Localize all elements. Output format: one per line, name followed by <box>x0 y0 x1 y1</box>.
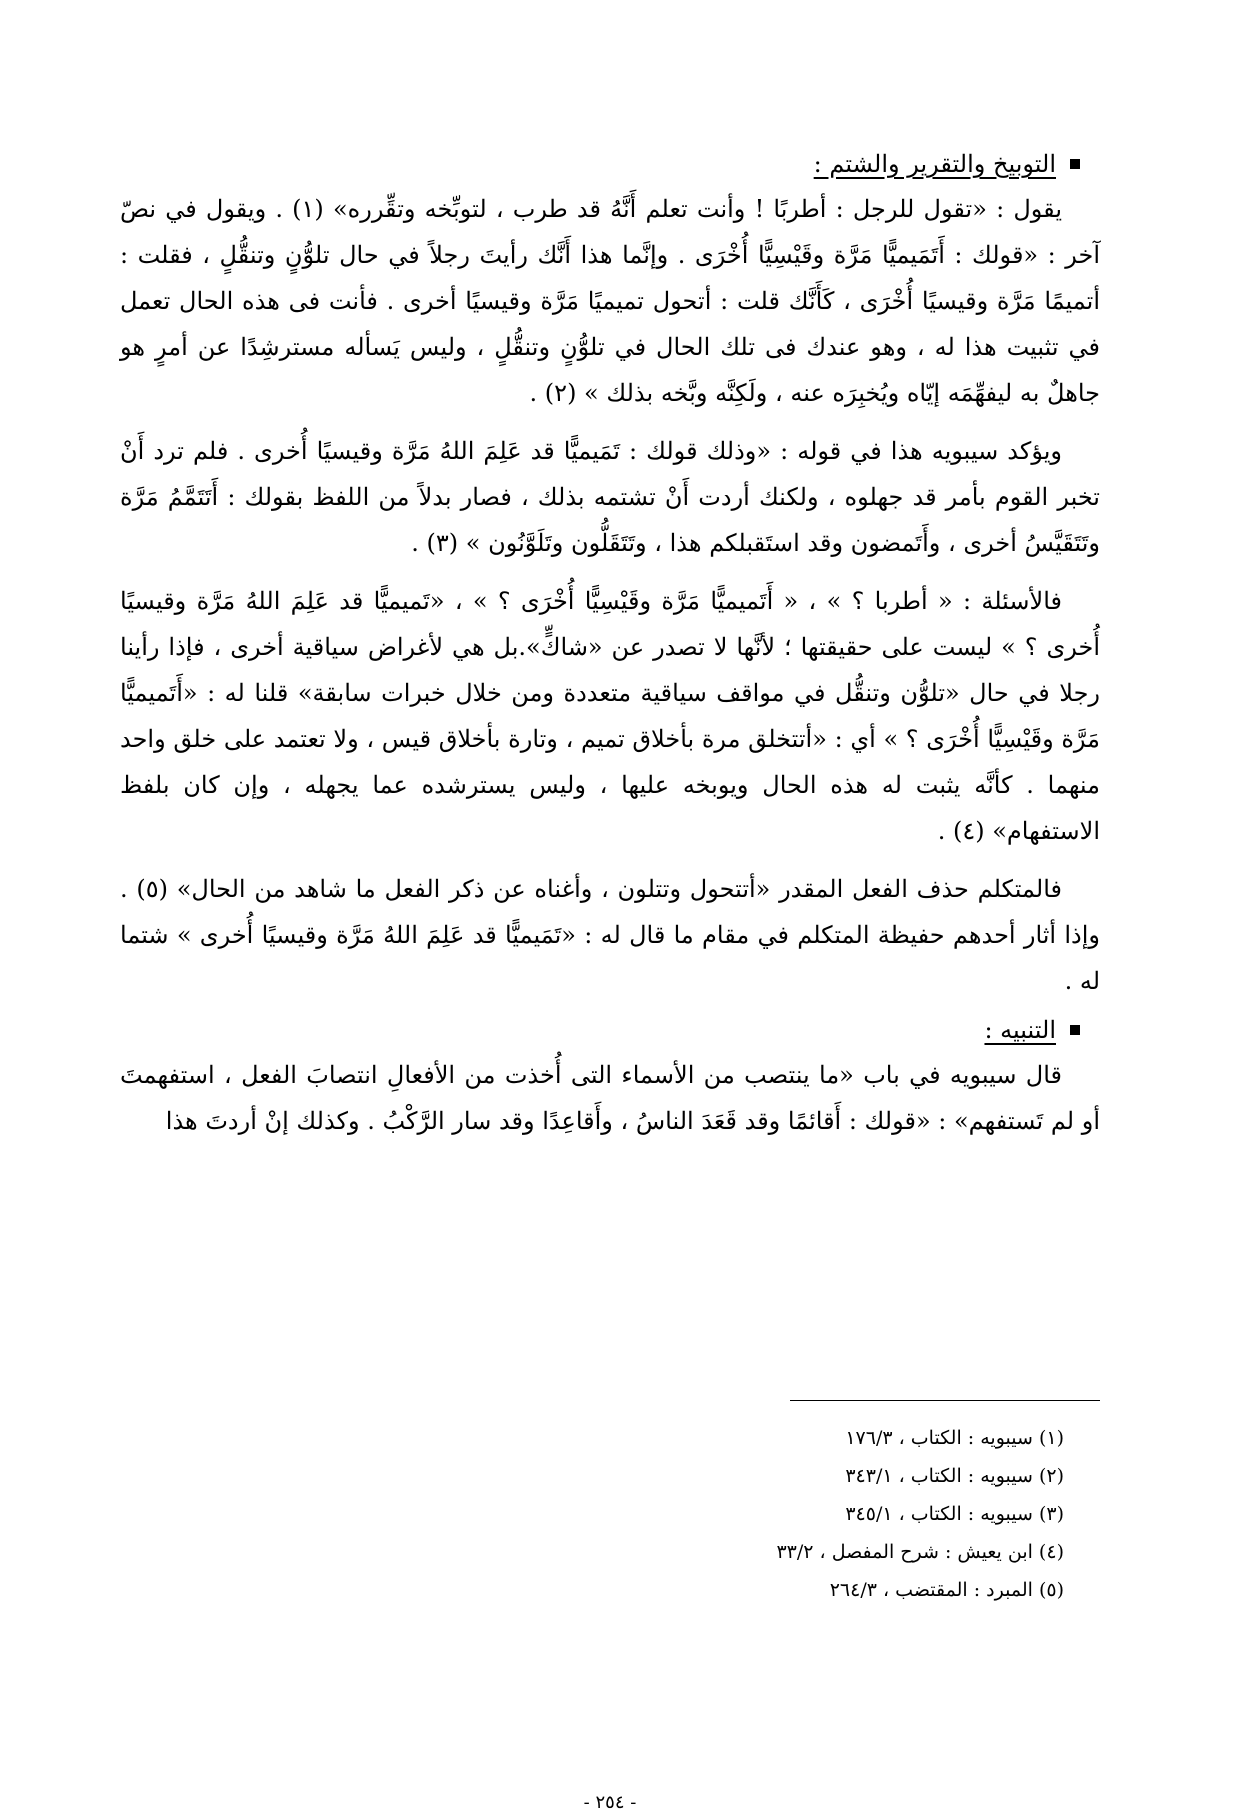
heading-text: التنبيه : <box>984 1016 1056 1044</box>
footnote-divider <box>790 1400 1100 1401</box>
paragraph: فالأسئلة : « أطربا ؟ » ، « أَتَميميًّا مَرَّة وقَيْسِيًّا أُخْرَى ؟ » ، «تَميميًّا قد عَلِمَ اللهُ مَرَّة وقيسيًا أُخرى ؟ » ليست على حقيقتها ؛ لأنَّها لا تصدر عن «شاكٍّ».بل هي لأغراض سياقية أخرى ، فإذا رأينا رجلا في حال «تلوُّن وتنقُّل في مواقف سياقية متعددة ومن خلال خبرات سابقة» قلنا له : «أَتَميميًّا مَرَّة وقَيْسِيًّا أُخْرَى ؟ » أي : «أتتخلق مرة بأخلاق تميم ، وتارة بأخلاق قيس ، ولا تعتمد على خلق واحد منهما . كأنَّه يثبت له هذه الحال ويوبخه عليها ، وليس يسترشده عما يجهله ، وإن كان بلفظ الاستفهام» (٤) . <box>120 587 1100 845</box>
footnote-item: (١) سيبويه : الكتاب ، ١٧٦/٣ <box>845 1427 1064 1449</box>
page-number: - ٢٥٤ - <box>583 1792 637 1813</box>
paragraph: يقول : «تقول للرجل : أطربًا ! وأنت تعلم أَنَّهُ قد طرب ، لتوبِّخه وتقِّرره» (١) . ويقول في نصّ آخر : «قولك : أَتَمَيميًّا مَرَّة وقَيْسِيًّا أُخْرَى . وإنَّما هذا أَنَّك رأيتَ رجلاً في حال تلوُّنٍ وتنقُّلٍ ، فقلت : أتميمًا مَرَّة وقيسيًا أُخْرَى ، كَأَنَّك قلت : أتحول تميميًا مَرَّة وقيسيًا أخرى . فأنت فى هذه الحال تعمل في تثبيت هذا له ، وهو عندك فى تلك الحال في تلوُّنٍ وتنقُّلٍ ، وليس يَسأله مسترشِدًا عن أمرٍ هو جاهلٌ به ليفهِّمَه إيّاه ويُخبِرَه عنه ، ولَكِنَّه وبَّخه بذلك » (٢) . <box>120 195 1100 407</box>
document-page <box>120 150 1100 1813</box>
paragraph: فالمتكلم حذف الفعل المقدر «أتتحول وتتلون ، وأغناه عن ذكر الفعل ما شاهد من الحال» (٥) . وإذا أثار أحدهم حفيظة المتكلم في مقام ما قال له : «تَمَيميًّا قد عَلِمَ اللهُ مَرَّة وقيسيًا أُخرى » شتما له . <box>120 875 1100 995</box>
paragraph: ويؤكد سيبويه هذا في قوله : «وذلك قولك : تَمَيميًّا قد عَلِمَ اللهُ مَرَّة وقيسيًا أُخرى . فلم ترد أَنْ تخبر القوم بأمر قد جهلوه ، ولكنك أردت أَنْ تشتمه بذلك ، فصار بدلاً من اللفظ بقولك : أَتَتَمَّمُ مَرَّة وتَتَقَيَّسُ أخرى ، وأَتَمضون وقد استَقبلكم هذا ، وتَتَقَلُّون وتَلَوَّنُون » (٣) . <box>120 437 1100 557</box>
section-heading-rebuke <box>120 150 1100 178</box>
heading-text: التوبيخ والتقرير والشتم : <box>813 150 1056 178</box>
footnote-item: (٥) المبرد : المقتضب ، ٢٦٤/٣ <box>829 1579 1064 1601</box>
footnotes <box>120 1400 1100 1609</box>
paragraph: قال سيبويه في باب «ما ينتصب من الأسماء التى أُخذت من الأفعالِ انتصابَ الفعل ، استفهمتَ أو لم تَستفهم» : «قولك : أَقائمًا وقد قَعَدَ الناسُ ، وأَقاعِدًا وقد سار الرَّكْبُ . وكذلك إنْ أردتَ هذا <box>120 1061 1100 1135</box>
footnote-item: (٤) ابن يعيش : شرح المفصل ، ٣٣/٢ <box>776 1541 1064 1563</box>
section-heading-alert <box>120 1016 1100 1044</box>
footnote-item: (٣) سيبويه : الكتاب ، ٣٤٥/١ <box>845 1503 1064 1525</box>
bullet-icon <box>1070 159 1080 169</box>
bullet-icon <box>1070 1025 1080 1035</box>
footnote-item: (٢) سيبويه : الكتاب ، ٣٤٣/١ <box>845 1465 1064 1487</box>
